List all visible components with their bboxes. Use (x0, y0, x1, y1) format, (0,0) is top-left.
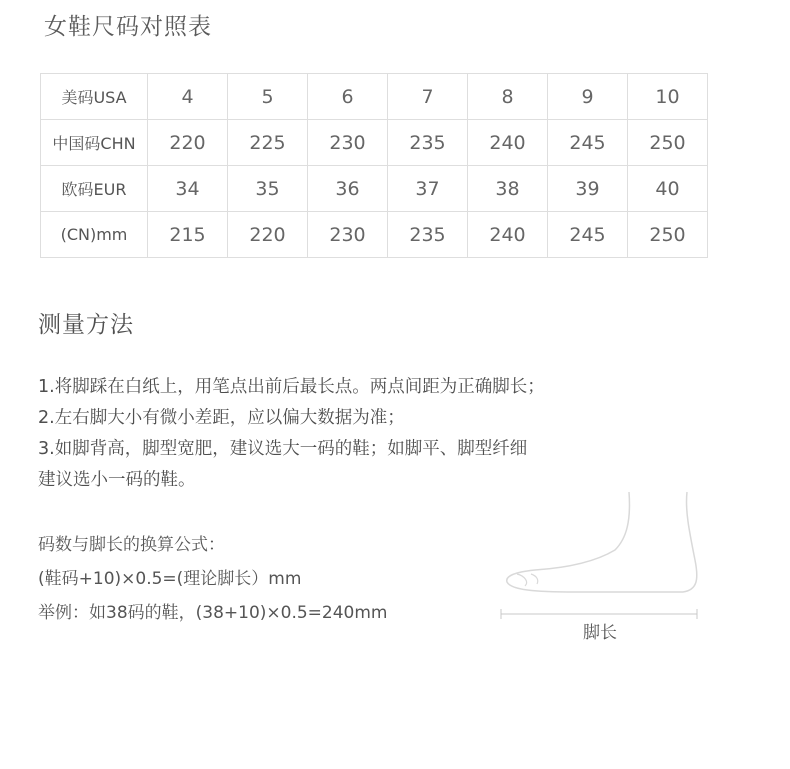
table-cell: 4 (148, 74, 228, 120)
foot-outline-icon (495, 490, 705, 620)
table-cell: 215 (148, 212, 228, 258)
table-cell: 230 (308, 120, 388, 166)
table-cell: 10 (628, 74, 708, 120)
table-cell: 8 (468, 74, 548, 120)
row-label: 中国码CHN (41, 120, 148, 166)
size-chart-table (40, 73, 708, 258)
table-cell: 34 (148, 166, 228, 212)
formula-example: 举例：如38码的鞋，(38+10)×0.5=240mm (38, 603, 388, 623)
foot-length-label: 脚长 (583, 623, 617, 643)
step-line: 1.将脚踩在白纸上，用笔点出前后最长点。两点间距为正确脚长； (38, 377, 545, 397)
table-row (41, 120, 708, 166)
table-cell: 245 (548, 212, 628, 258)
method-heading: 测量方法 (38, 312, 134, 338)
row-label: (CN)mm (41, 212, 148, 258)
page-title: 女鞋尺码对照表 (44, 14, 212, 40)
table-cell: 240 (468, 120, 548, 166)
table-row (41, 166, 708, 212)
table-cell: 39 (548, 166, 628, 212)
step-line: 2.左右脚大小有微小差距，应以偏大数据为准； (38, 408, 405, 428)
table-cell: 245 (548, 120, 628, 166)
table-cell: 6 (308, 74, 388, 120)
table-row (41, 212, 708, 258)
formula-title: 码数与脚长的换算公式： (38, 535, 225, 555)
method-steps (38, 372, 658, 496)
table-cell: 38 (468, 166, 548, 212)
table-cell: 220 (228, 212, 308, 258)
table-cell: 9 (548, 74, 628, 120)
table-cell: 37 (388, 166, 468, 212)
table-cell: 250 (628, 212, 708, 258)
table-cell: 225 (228, 120, 308, 166)
table-row (41, 74, 708, 120)
table-cell: 40 (628, 166, 708, 212)
table-cell: 5 (228, 74, 308, 120)
foot-illustration (495, 490, 705, 643)
step-line: 3.如脚背高，脚型宽肥，建议选大一码的鞋；如脚平、脚型纤细 (38, 439, 528, 459)
table-cell: 235 (388, 120, 468, 166)
step-line: 建议选小一码的鞋。 (38, 470, 196, 490)
table-cell: 35 (228, 166, 308, 212)
row-label: 美码USA (41, 74, 148, 120)
formula-text: (鞋码+10)×0.5=(理论脚长）mm (38, 569, 302, 589)
table-cell: 230 (308, 212, 388, 258)
table-cell: 250 (628, 120, 708, 166)
table-cell: 240 (468, 212, 548, 258)
table-cell: 235 (388, 212, 468, 258)
formula-section (38, 528, 478, 630)
row-label: 欧码EUR (41, 166, 148, 212)
table-cell: 36 (308, 166, 388, 212)
table-cell: 220 (148, 120, 228, 166)
table-cell: 7 (388, 74, 468, 120)
